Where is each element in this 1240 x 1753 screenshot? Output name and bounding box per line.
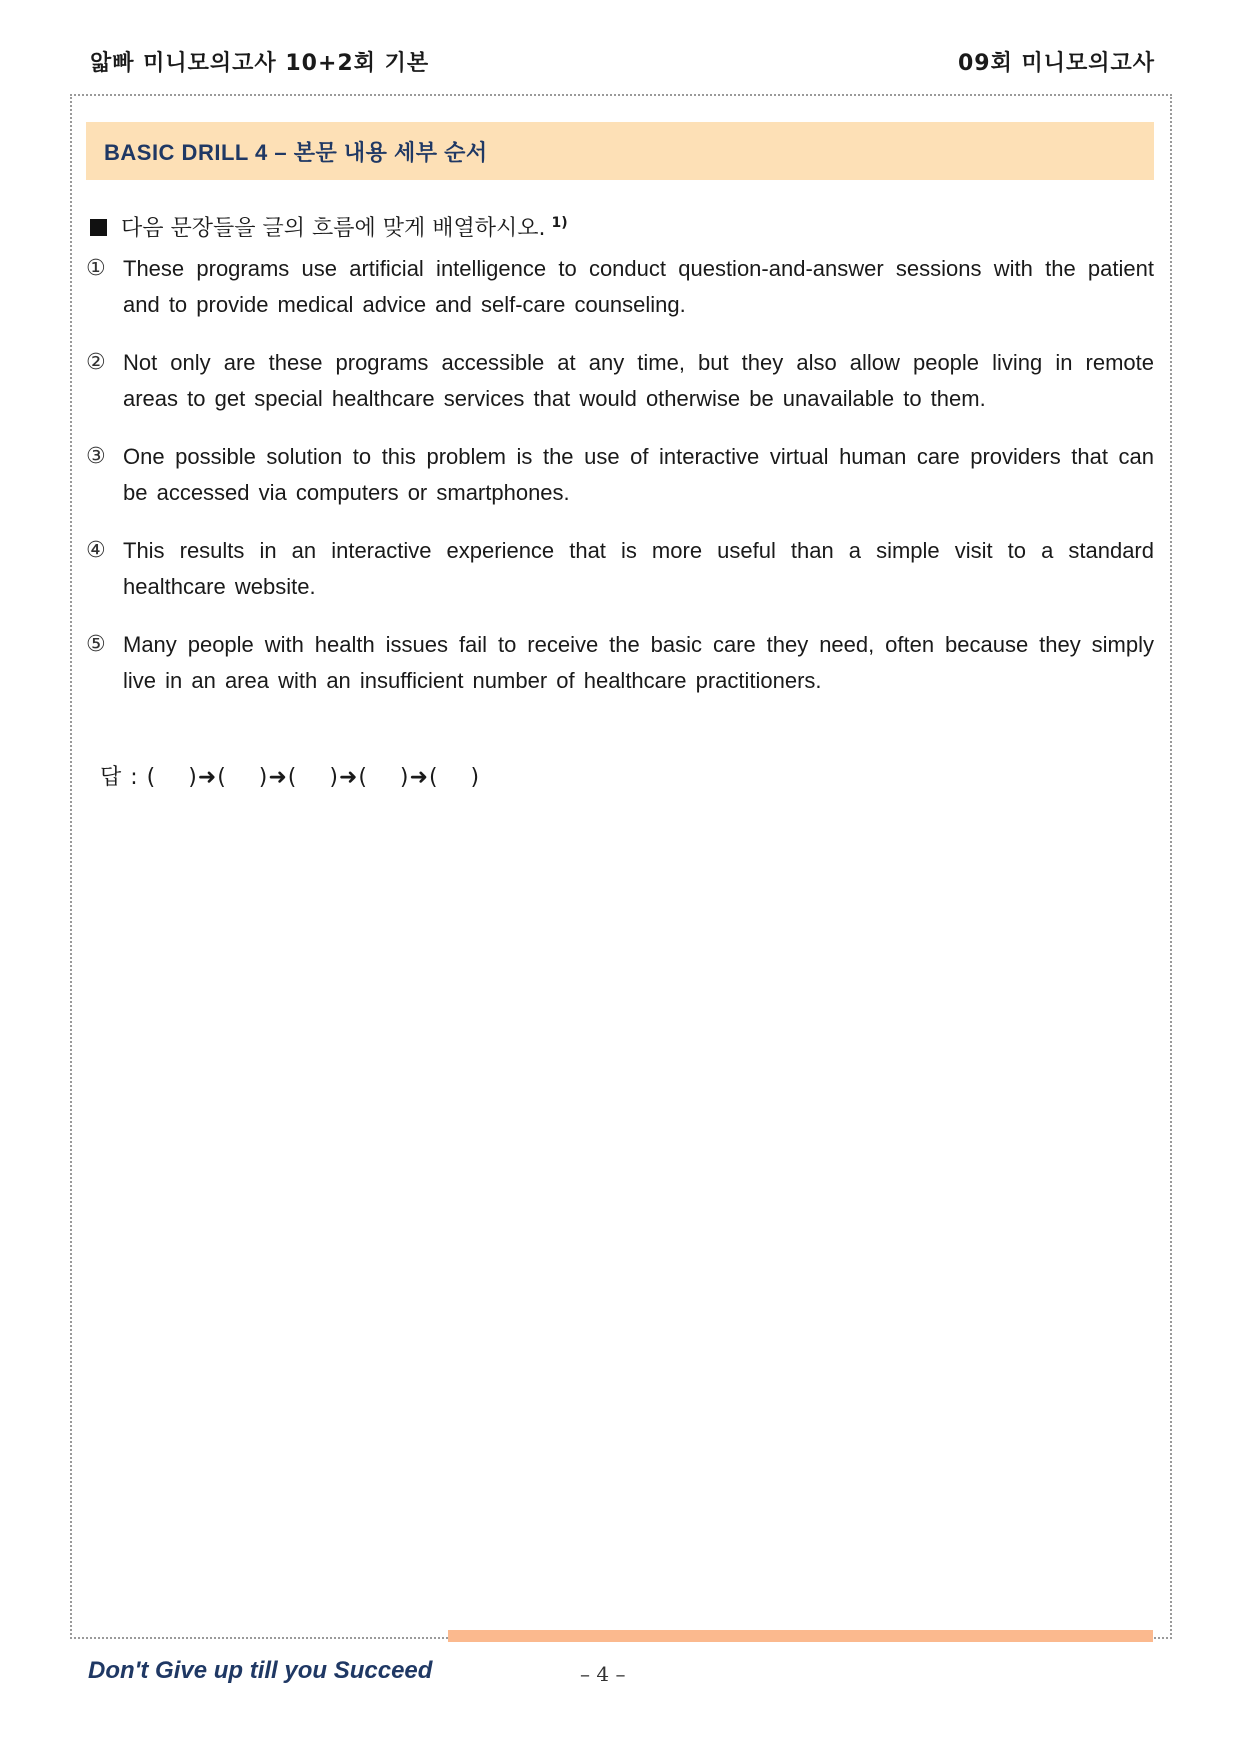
footer-accent-bar [448, 1630, 1153, 1642]
question-instruction [90, 206, 568, 246]
item-text: Not only are these programs accessible at any time, but they also allow people living in remote areas to get special healthcare services that would otherwise be unavailable to them. [123, 350, 1154, 411]
sentence-list [86, 251, 1154, 721]
instruction-text: 다음 문장들을 글의 흐름에 맞게 배열하시오. [121, 216, 546, 241]
item-text: One possible solution to this problem is the use of interactive virtual human care providers that can be accessed via computers or smartphones. [123, 444, 1154, 505]
answer-line: 답 : ( )➜( )➜( )➜( )➜( ) [100, 765, 481, 790]
header-left-title: 앏빠 미니모의고사 10+2회 기본 [90, 51, 430, 76]
list-item [86, 627, 1154, 699]
list-item [86, 533, 1154, 605]
item-number: ③ [86, 444, 106, 469]
list-item [86, 251, 1154, 323]
section-title: BASIC DRILL 4 – 본문 내용 세부 순서 [104, 139, 488, 165]
list-item [86, 345, 1154, 417]
list-item [86, 439, 1154, 511]
item-number: ⑤ [86, 632, 106, 657]
square-bullet-icon [90, 219, 107, 236]
item-number: ① [86, 256, 106, 281]
footer-motto: Don't Give up till you Succeed [88, 1657, 433, 1684]
item-text: Many people with health issues fail to receive the basic care they need, often because they simply live in an area with an insufficient number of healthcare practitioners. [123, 632, 1154, 693]
page-number: – 4 – [580, 1662, 626, 1686]
item-number: ② [86, 350, 106, 375]
footnote-marker: 1) [551, 215, 568, 231]
item-text: This results in an interactive experience that is more useful than a simple visit to a standard healthcare website. [123, 538, 1154, 599]
section-banner [86, 122, 1154, 180]
item-number: ④ [86, 538, 106, 563]
item-text: These programs use artificial intelligence to conduct question-and-answer sessions with the patient and to provide medical advice and self-care counseling. [123, 256, 1154, 317]
header-right-title: 09회 미니모의고사 [957, 51, 1155, 76]
